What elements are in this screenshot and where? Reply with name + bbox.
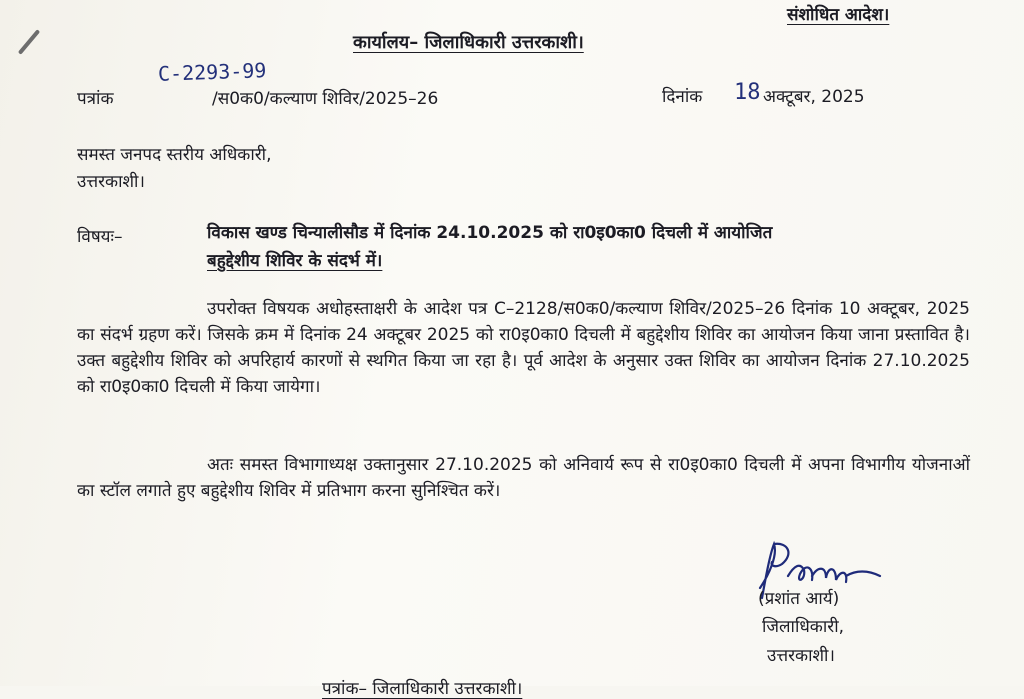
subject-label: विषयः– <box>77 227 123 247</box>
subject-line-2: बहुद्देशीय शिविर के संदर्भ में। <box>207 251 383 271</box>
signatory-designation: जिलाधिकारी, <box>762 617 845 637</box>
body-paragraph-1: उपरोक्त विषयक अधोहस्ताक्षरी के आदेश पत्र C–2128/स0क0/कल्याण शिविर/2025–26 दिनांक 10 अक्टूबर, 2025 का संदर्भ ग्रहण करें। जिसके क्रम में दिनांक 24 अक्टूबर 2025 को रा0इ0का0 दिचली में बहुद्देशीय शिविर का आयोजन किया जाना प्रस्तावित है। उक्त बहुद्देशीय शिविर को अपरिहार्य कारणों से स्थगित किया जा रहा है। पूर्व आदेश के अनुसार उक्त शिविर का आयोजन दिनांक 27.10.2025 को रा0इ0का0 दिचली में किया जायेगा। <box>77 299 970 397</box>
letter-no-label: पत्रांक <box>77 89 114 109</box>
office-heading: कार्यालय– जिलाधिकारी उत्तरकाशी। <box>353 32 584 53</box>
handwritten-letter-number: C-2293-99 <box>157 58 267 86</box>
staple-pin <box>18 29 40 55</box>
subject-line-1: विकास खण्ड चिन्यालीसौड में दिनांक 24.10.2025 को रा0इ0का0 दिचली में आयोजित <box>207 223 773 243</box>
handwritten-date-day: 18 <box>734 80 761 105</box>
addressee-line-1: समस्त जनपद स्तरीय अधिकारी, <box>77 145 272 165</box>
signatory-place: उत्तरकाशी। <box>767 646 835 666</box>
date-label: दिनांक <box>662 87 703 107</box>
letter-reference: /स0क0/कल्याण शिविर/2025–26 <box>212 89 439 109</box>
body-paragraph-2: अतः समस्त विभागाध्यक्ष उक्तानुसार 27.10.2025 को अनिवार्य रूप से रा0इ0का0 दिचली में अपना विभागीय योजनाओं का स्टॉल लगाते हुए बहुद्देशीय शिविर में प्रतिभाग करना सुनिश्चित करें। <box>77 455 970 501</box>
footer-cut-line: पत्रांक– जिलाधिकारी उत्तरकाशी। <box>322 679 523 699</box>
addressee-line-2: उत्तरकाशी। <box>77 172 145 192</box>
date-month-year: अक्टूबर, 2025 <box>763 87 865 107</box>
signatory-name: (प्रशांत आर्य) <box>758 589 840 609</box>
revised-order-heading: संशोधित आदेश। <box>787 5 890 25</box>
